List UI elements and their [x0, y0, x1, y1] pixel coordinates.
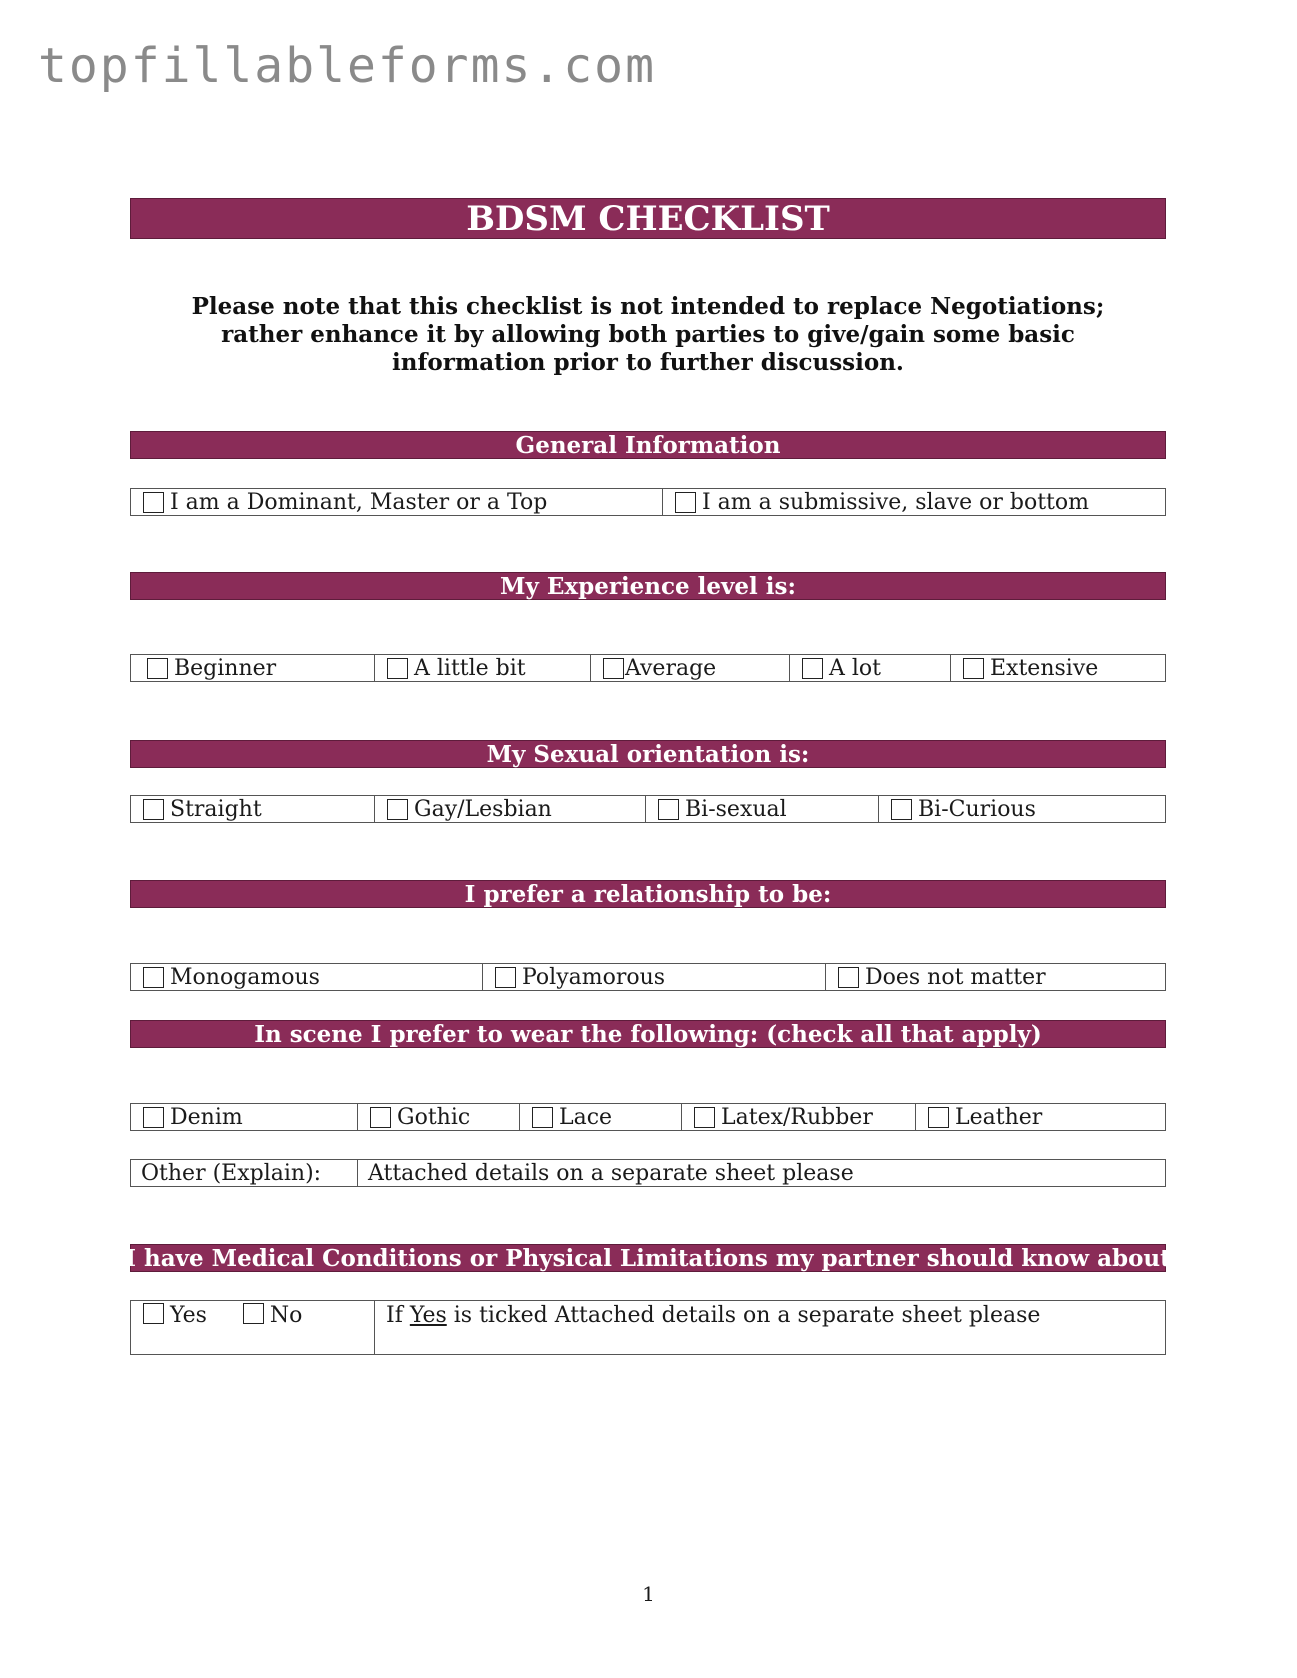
option-label: A lot	[829, 655, 882, 681]
checkbox-icon[interactable]	[495, 967, 516, 988]
option-label: Does not matter	[865, 964, 1046, 990]
checkbox-icon[interactable]	[143, 492, 164, 513]
orientation-options-row	[130, 795, 1166, 823]
option-label: Bi-Curious	[918, 796, 1036, 822]
option-gothic[interactable]	[358, 1104, 520, 1130]
option-bi-curious[interactable]	[879, 796, 1165, 822]
checkbox-icon[interactable]	[802, 658, 823, 679]
other-explain-field[interactable]: Attached details on a separate sheet please	[368, 1160, 854, 1186]
option-label: Average	[625, 655, 717, 681]
section-relationship-heading: I prefer a relationship to be:	[130, 880, 1166, 908]
checkbox-icon[interactable]	[963, 658, 984, 679]
medical-note-prefix: If	[386, 1303, 410, 1328]
page-number: 1	[642, 1582, 655, 1606]
checkbox-icon[interactable]	[532, 1107, 553, 1128]
option-latex-rubber[interactable]	[682, 1104, 916, 1130]
checkbox-icon[interactable]	[838, 967, 859, 988]
option-monogamous[interactable]	[131, 964, 483, 990]
option-straight[interactable]	[131, 796, 375, 822]
checkbox-icon[interactable]	[243, 1303, 264, 1324]
no-label: No	[269, 1303, 303, 1328]
watermark-logo: topfillableforms.com	[38, 38, 656, 94]
option-label: Gay/Lesbian	[414, 796, 552, 822]
option-leather[interactable]	[916, 1104, 1165, 1130]
option-polyamorous[interactable]	[483, 964, 826, 990]
checkbox-icon[interactable]	[387, 658, 408, 679]
section-wear-heading: In scene I prefer to wear the following: (check all that apply)	[130, 1020, 1166, 1048]
checkbox-icon[interactable]	[603, 658, 624, 679]
checkbox-icon[interactable]	[147, 658, 168, 679]
medical-note-suffix: is ticked Attached details on a separate sheet please	[446, 1303, 1041, 1328]
option-label: Latex/Rubber	[721, 1104, 873, 1130]
medical-details-field[interactable]	[375, 1301, 1165, 1354]
checkbox-icon[interactable]	[891, 799, 912, 820]
intro-note: Please note that this checklist is not intended to replace Negotiations; rather enhance it by allowing both parties to give/gain some basic information prior to further discussion.	[191, 293, 1105, 376]
yes-label: Yes	[170, 1303, 207, 1328]
option-label: Monogamous	[170, 964, 320, 990]
option-label: Lace	[559, 1104, 613, 1130]
option-label: Extensive	[990, 655, 1099, 681]
medical-yes-no-cell	[131, 1301, 375, 1354]
option-label: Beginner	[174, 655, 277, 681]
option-bi-sexual[interactable]	[646, 796, 879, 822]
checkbox-icon[interactable]	[143, 1107, 164, 1128]
wear-options-row	[130, 1103, 1166, 1131]
checkbox-icon[interactable]	[387, 799, 408, 820]
option-lace[interactable]	[520, 1104, 682, 1130]
option-label: Gothic	[397, 1104, 471, 1130]
section-experience-heading: My Experience level is:	[130, 572, 1166, 600]
general-options-row	[130, 488, 1166, 516]
option-label: I am a Dominant, Master or a Top	[170, 489, 548, 515]
option-dominant[interactable]	[131, 489, 663, 515]
option-label: Straight	[170, 796, 262, 822]
option-label: I am a submissive, slave or bottom	[702, 489, 1090, 515]
checkbox-icon[interactable]	[370, 1107, 391, 1128]
option-beginner[interactable]	[131, 655, 375, 681]
other-label: Other (Explain):	[131, 1160, 358, 1186]
medical-row	[130, 1300, 1166, 1355]
relationship-options-row	[130, 963, 1166, 991]
checkbox-icon[interactable]	[675, 492, 696, 513]
wear-other-row	[130, 1159, 1166, 1187]
option-label: Polyamorous	[522, 964, 666, 990]
option-label: Leather	[955, 1104, 1043, 1130]
experience-options-row	[130, 654, 1166, 682]
option-does-not-matter[interactable]	[826, 964, 1165, 990]
section-medical-heading: I have Medical Conditions or Physical Limitations my partner should know about	[125, 1244, 1171, 1272]
option-gay-lesbian[interactable]	[375, 796, 646, 822]
section-general-heading: General Information	[130, 431, 1166, 459]
option-denim[interactable]	[131, 1104, 358, 1130]
checkbox-icon[interactable]	[143, 799, 164, 820]
section-orientation-heading: My Sexual orientation is:	[130, 740, 1166, 768]
checkbox-icon[interactable]	[694, 1107, 715, 1128]
checkbox-icon[interactable]	[928, 1107, 949, 1128]
option-label: Bi-sexual	[685, 796, 787, 822]
option-label: Denim	[170, 1104, 243, 1130]
option-submissive[interactable]	[663, 489, 1165, 515]
checkbox-icon[interactable]	[143, 1303, 164, 1324]
checkbox-icon[interactable]	[143, 967, 164, 988]
checkbox-icon[interactable]	[658, 799, 679, 820]
medical-note-yes: Yes	[409, 1303, 447, 1328]
page-title: BDSM CHECKLIST	[130, 198, 1166, 239]
option-label: A little bit	[414, 655, 526, 681]
option-average[interactable]	[591, 655, 790, 681]
option-extensive[interactable]	[951, 655, 1165, 681]
option-a-little-bit[interactable]	[375, 655, 591, 681]
option-a-lot[interactable]	[790, 655, 951, 681]
